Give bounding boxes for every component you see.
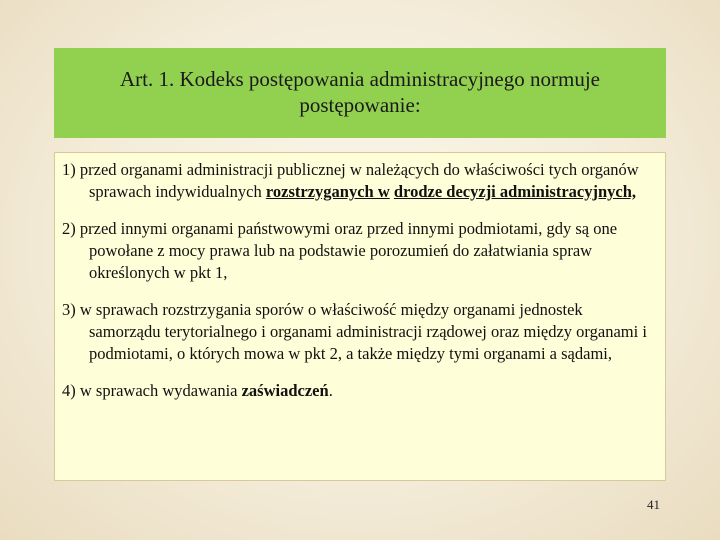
item-4-text: 4) w sprawach wydawania <box>62 381 242 400</box>
title-banner <box>54 48 666 138</box>
list-item-2 <box>62 218 647 284</box>
list-item-3 <box>62 299 647 365</box>
item-3-text: 3) w sprawach rozstrzygania sporów o właściwość między organami jednostek samorządu terytorialnego i organami administracji rządowej oraz między organami i podmiotami, o których mowa w pkt 2, a także między tymi organami a sądami, <box>62 300 647 363</box>
list-item-4 <box>62 380 647 402</box>
item-1-emphasis-1: rozstrzyganych w <box>265 182 390 201</box>
item-4-tail: . <box>328 381 333 400</box>
item-2-text: 2) przed innymi organami państwowymi oraz przed innymi podmiotami, gdy są one powołane z mocy prawa lub na podstawie porozumień do załatwiania spraw określonych w pkt 1, <box>62 219 618 282</box>
list-item-1 <box>62 159 647 203</box>
content-panel <box>54 152 666 481</box>
article-label: Art. 1. <box>120 67 175 91</box>
slide-title <box>74 66 646 118</box>
item-4-emphasis: zaświadczeń <box>241 381 329 400</box>
item-1-emphasis-2: drodze decyzji administracyjnych, <box>393 182 637 201</box>
page-number: 41 <box>647 497 660 512</box>
title-text: Kodeks postępowania administracyjnego normuje postępowanie: <box>179 67 600 117</box>
item-1-text: 1) przed organami administracji publicznej w należących do właściwości tych organów sprawach indywidualnych <box>62 160 639 201</box>
